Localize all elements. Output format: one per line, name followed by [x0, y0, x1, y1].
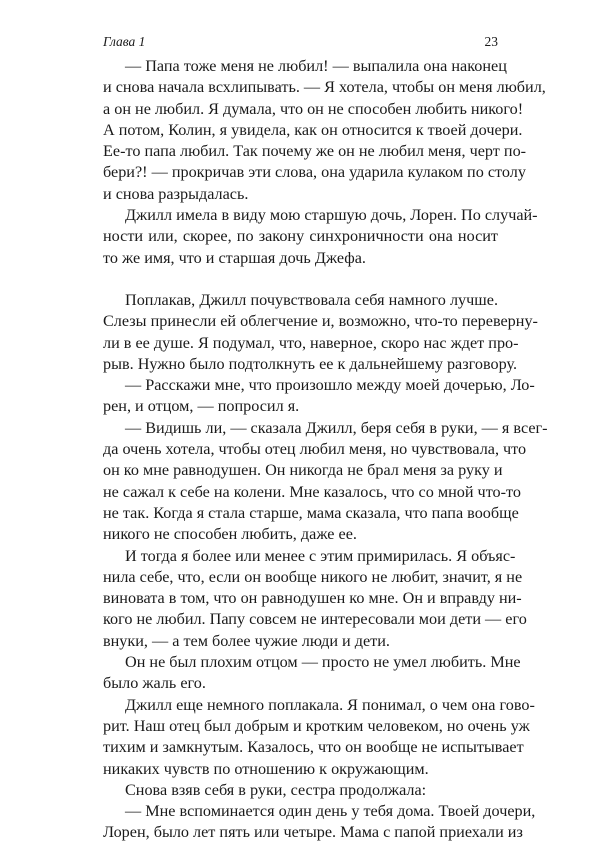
section-break: [103, 269, 498, 290]
text-line: и снова начала всхлипывать. — Я хотела, чтобы он меня любил,: [103, 78, 546, 97]
text-line: было жаль его.: [103, 674, 206, 693]
text-line: никаких чувств по отношению к окружающим.: [103, 759, 429, 778]
text-line: то же имя, что и старшая дочь Джефа.: [103, 248, 366, 267]
text-line: Слезы принесли ей облегчение и, возможно, что-то переверну-: [103, 312, 538, 331]
text-line: рен, и отцом, — попросил я.: [103, 397, 300, 416]
text-line: не так. Когда я стала старше, мама сказала, что папа вообще: [103, 503, 519, 522]
chapter-title: Глава 1: [103, 34, 146, 49]
paragraph: [103, 56, 546, 205]
paragraph: [103, 546, 527, 652]
text-line: ли в ее душе. Я подумал, что, наверное, скоро нас ждет про-: [103, 333, 519, 352]
body-text: [103, 56, 548, 844]
paragraph: [103, 205, 538, 269]
text-line: А потом, Колин, я увидела, как он относится к твоей дочери.: [103, 120, 523, 139]
paragraph: [103, 695, 535, 780]
text-line: — Папа тоже меня не любил! — выпалила она наконец: [125, 57, 507, 75]
text-line: бери?! — прокричав эти слова, она ударила кулаком по столу: [103, 163, 526, 182]
text-line: он ко мне равнодушен. Он никогда не брал меня за руку и: [103, 461, 503, 480]
text-line: Джилл еще немного поплакала. Я понимал, о чем она гово-: [125, 695, 535, 714]
text-line: виновата в том, что он равнодушен ко мне. Он и вправду ни-: [103, 589, 522, 608]
page-number: 23: [484, 34, 498, 49]
text-line: Лорен, было лет пять или четыре. Мама с папой приехали из: [103, 823, 523, 842]
text-line: не сажал к себе на колени. Мне казалось, что со мной что-то: [103, 482, 521, 501]
text-line: — Мне вспоминается один день у тебя дома. Твоей дочери,: [125, 802, 536, 821]
text-line: внуки, — а тем более чужие люди и дети.: [103, 631, 390, 650]
text-line: Ее-то папа любил. Так почему же он не любил меня, черт по-: [103, 142, 527, 161]
paragraph: [103, 801, 536, 844]
text-line: Он не был плохим отцом — просто не умел любить. Мне: [125, 653, 521, 672]
text-line: Джилл имела в виду мою старшую дочь, Лорен. По случай-: [125, 206, 538, 225]
text-line: нила себе, что, если он вообще никого не любит, значит, я не: [103, 567, 523, 586]
text-line: а он не любил. Я думала, что он не способен любить никого!: [103, 99, 524, 118]
paragraph: [103, 290, 538, 375]
text-line: Поплакав, Джилл почувствовала себя намного лучше.: [125, 290, 498, 309]
text-line: никого не способен любить, даже ее.: [103, 525, 357, 544]
text-line: да очень хотела, чтобы отец любил меня, но чувствовала, что: [103, 440, 527, 459]
paragraph: [103, 375, 535, 418]
running-header: [103, 34, 498, 52]
text-line: кого не любил. Папу совсем не интересовали мои дети — его: [103, 610, 527, 629]
text-line: и снова разрыдалась.: [103, 184, 249, 203]
paragraph: [103, 418, 548, 546]
text-line: — Расскажи мне, что произошло между моей дочерью, Ло-: [125, 376, 535, 395]
text-line: рит. Наш отец был добрым и кротким человеком, но очень уж: [103, 716, 530, 735]
text-line: — Видишь ли, — сказала Джилл, беря себя в руки, — я всег-: [125, 418, 548, 437]
text-line: тихим и замкнутым. Казалось, что он вообще не испытывает: [103, 738, 524, 757]
text-line: ности или, скорее, по закону синхроничности она носит: [103, 227, 498, 246]
text-line: Снова взяв себя в руки, сестра продолжала:: [125, 780, 427, 799]
paragraph: [103, 652, 521, 695]
paragraph: [103, 780, 498, 801]
text-line: рыв. Нужно было подтолкнуть ее к дальнейшему разговору.: [103, 354, 517, 373]
text-line: И тогда я более или менее с этим примирилась. Я объяс-: [125, 546, 516, 565]
